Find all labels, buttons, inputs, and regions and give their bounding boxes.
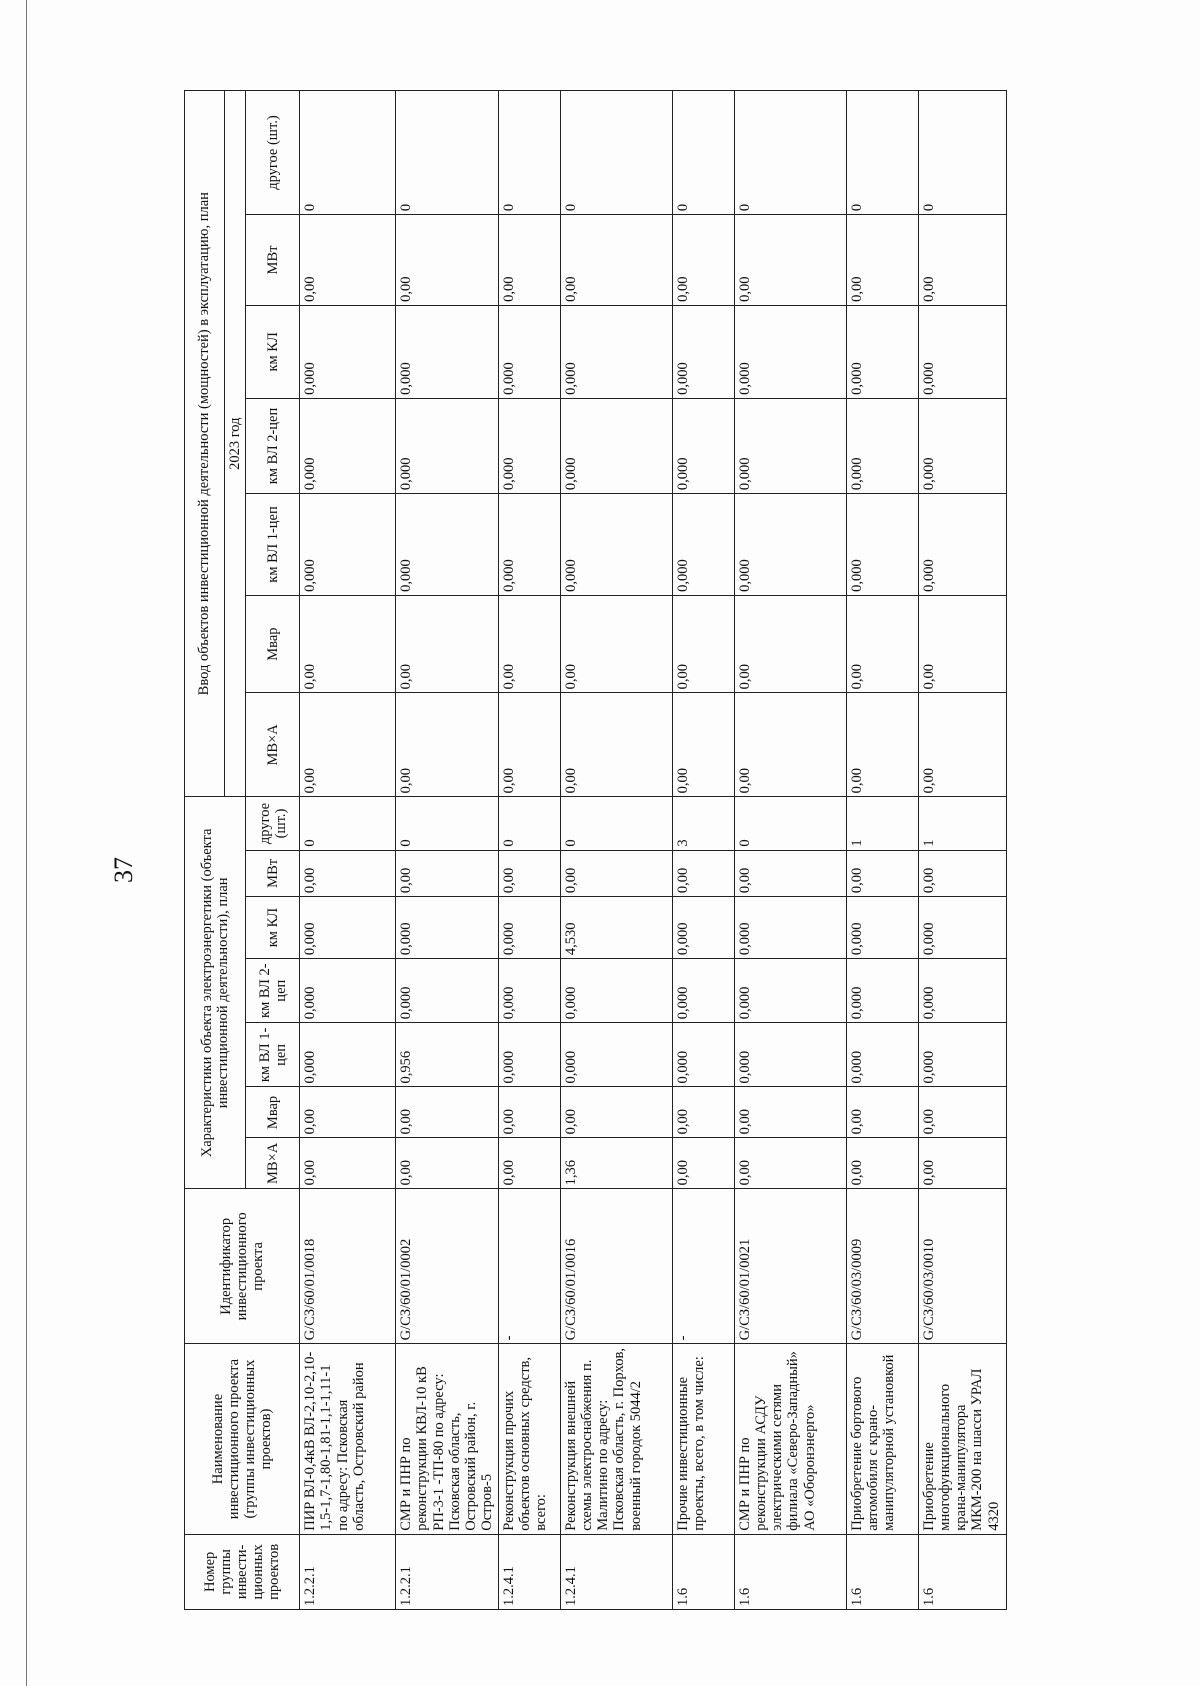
binding-line <box>26 0 27 1686</box>
header-identifier: Идентификатор инвестиционного проекта <box>185 1189 300 1344</box>
row-characteristic-value: 4,530 <box>560 897 672 959</box>
row-commissioning-value: 0,000 <box>734 494 846 596</box>
header-commissioning: Ввод объектов инвестиционной деятельности (мощностей) в эксплуатацию, план <box>185 91 225 797</box>
row-characteristic-value: 0 <box>498 797 560 850</box>
row-characteristic-value: 0,00 <box>560 850 672 896</box>
table-row <box>300 91 396 1610</box>
row-project-name: СМР и ПНР по реконструкции КВЛ-10 кВ РП-3-1 -ТП-80 по адресу: Псковская область, Островский район, г. Остров-5 <box>396 1344 498 1534</box>
row-commissioning-value: 0 <box>734 91 846 215</box>
row-commissioning-value: 0,000 <box>498 398 560 493</box>
table-row <box>918 91 1006 1610</box>
row-characteristic-value: 0,000 <box>918 897 1006 959</box>
row-characteristic-value: 0,00 <box>498 1087 560 1138</box>
row-commissioning-value: 0,00 <box>396 595 498 692</box>
row-characteristic-value: 0,00 <box>672 1087 734 1138</box>
row-characteristic-value: 0,00 <box>396 1087 498 1138</box>
row-commissioning-value: 0,000 <box>498 494 560 596</box>
row-commissioning-value: 0,00 <box>300 215 396 306</box>
row-commissioning-value: 0,00 <box>498 693 560 797</box>
row-characteristic-value: 0,000 <box>734 1023 846 1087</box>
row-characteristic-value: 0,00 <box>498 850 560 896</box>
table-row <box>560 91 672 1610</box>
row-commissioning-value: 0,000 <box>396 398 498 493</box>
row-characteristic-value: 0,00 <box>672 1138 734 1189</box>
row-identifier: G/СЗ/60/01/0002 <box>396 1189 498 1344</box>
row-characteristic-value: 0,000 <box>498 1023 560 1087</box>
row-commissioning-value: 0,000 <box>918 494 1006 596</box>
row-characteristic-value: 0,00 <box>918 850 1006 896</box>
header-unit-plan-3: км ВЛ 2-цеп <box>246 398 300 493</box>
row-commissioning-value: 0,000 <box>918 398 1006 493</box>
row-commissioning-value: 0,000 <box>918 305 1006 398</box>
header-unit-char-1: Мвар <box>246 1087 300 1138</box>
row-commissioning-value: 0,00 <box>672 215 734 306</box>
row-commissioning-value: 0,000 <box>300 305 396 398</box>
row-commissioning-value: 0,00 <box>918 215 1006 306</box>
row-commissioning-value: 0 <box>672 91 734 215</box>
rotated-table-container <box>184 90 1184 1610</box>
row-characteristic-value: 0,000 <box>396 897 498 959</box>
row-commissioning-value: 0,000 <box>300 398 396 493</box>
row-identifier: G/СЗ/60/03/0010 <box>918 1189 1006 1344</box>
header-unit-plan-2: км ВЛ 1-цеп <box>246 494 300 596</box>
row-group-number: 1.6 <box>918 1534 1006 1609</box>
row-group-number: 1.2.2.1 <box>396 1534 498 1609</box>
row-characteristic-value: 0,000 <box>300 959 396 1023</box>
row-identifier: - <box>672 1189 734 1344</box>
row-characteristic-value: 0,00 <box>300 850 396 896</box>
row-characteristic-value: 0,00 <box>846 1138 918 1189</box>
row-commissioning-value: 0,00 <box>560 693 672 797</box>
row-commissioning-value: 0,00 <box>734 215 846 306</box>
row-characteristic-value: 0,000 <box>300 1023 396 1087</box>
row-commissioning-value: 0,000 <box>734 398 846 493</box>
row-characteristic-value: 0,000 <box>672 959 734 1023</box>
row-identifier: G/СЗ/60/01/0021 <box>734 1189 846 1344</box>
header-project-name: Наименование инвестиционного проекта (группы инвестиционных проектов) <box>185 1344 300 1534</box>
row-characteristic-value: 0,000 <box>498 959 560 1023</box>
header-unit-plan-5: МВт <box>246 215 300 306</box>
row-commissioning-value: 0 <box>300 91 396 215</box>
row-characteristic-value: 0 <box>396 797 498 850</box>
row-project-name: Реконструкция прочих объектов основных средств, всего: <box>498 1344 560 1534</box>
page-number: 37 <box>109 857 138 883</box>
row-characteristic-value: 1 <box>918 797 1006 850</box>
row-characteristic-value: 0,00 <box>846 850 918 896</box>
row-characteristic-value: 0 <box>734 797 846 850</box>
row-identifier: G/СЗ/60/01/0016 <box>560 1189 672 1344</box>
row-group-number: 1.6 <box>846 1534 918 1609</box>
row-group-number: 1.2.2.1 <box>300 1534 396 1609</box>
row-characteristic-value: 0 <box>300 797 396 850</box>
row-commissioning-value: 0,000 <box>846 494 918 596</box>
row-identifier: G/СЗ/60/01/0018 <box>300 1189 396 1344</box>
row-characteristic-value: 0,000 <box>918 1023 1006 1087</box>
header-year: 2023 год <box>225 91 246 797</box>
row-commissioning-value: 0,00 <box>498 215 560 306</box>
header-unit-plan-0: МВ×А <box>246 693 300 797</box>
row-commissioning-value: 0,00 <box>734 693 846 797</box>
row-characteristic-value: 0,000 <box>396 959 498 1023</box>
row-characteristic-value: 0,000 <box>846 959 918 1023</box>
row-commissioning-value: 0,000 <box>846 305 918 398</box>
row-commissioning-value: 0,00 <box>846 215 918 306</box>
row-commissioning-value: 0,00 <box>560 595 672 692</box>
row-commissioning-value: 0 <box>498 91 560 215</box>
table-row <box>846 91 918 1610</box>
row-commissioning-value: 0,000 <box>672 305 734 398</box>
row-commissioning-value: 0,00 <box>846 693 918 797</box>
row-commissioning-value: 0,00 <box>498 595 560 692</box>
header-unit-plan-6: другое (шт.) <box>246 91 300 215</box>
row-characteristic-value: 0,00 <box>300 1087 396 1138</box>
row-project-name: Прочие инвестиционные проекты, всего, в том числе: <box>672 1344 734 1534</box>
row-characteristic-value: 0,000 <box>560 959 672 1023</box>
row-characteristic-value: 0,00 <box>734 1138 846 1189</box>
row-characteristic-value: 0,00 <box>300 1138 396 1189</box>
row-characteristic-value: 0,000 <box>918 959 1006 1023</box>
row-characteristic-value: 0,00 <box>498 1138 560 1189</box>
row-commissioning-value: 0,000 <box>560 305 672 398</box>
row-commissioning-value: 0,00 <box>672 595 734 692</box>
table-row <box>498 91 560 1610</box>
row-commissioning-value: 0 <box>560 91 672 215</box>
table-row <box>672 91 734 1610</box>
row-characteristic-value: 0 <box>560 797 672 850</box>
row-commissioning-value: 0 <box>846 91 918 215</box>
row-characteristic-value: 0,000 <box>846 897 918 959</box>
header-unit-char-4: км КЛ <box>246 897 300 959</box>
row-group-number: 1.2.4.1 <box>498 1534 560 1609</box>
row-characteristic-value: 1 <box>846 797 918 850</box>
row-commissioning-value: 0,00 <box>918 693 1006 797</box>
header-characteristics: Характеристики объекта электроэнергетики (объекта инвестиционной деятельности), план <box>185 797 246 1189</box>
row-commissioning-value: 0,000 <box>396 305 498 398</box>
row-characteristic-value: 0,00 <box>672 850 734 896</box>
row-commissioning-value: 0,000 <box>498 305 560 398</box>
row-group-number: 1.6 <box>734 1534 846 1609</box>
row-characteristic-value: 0,000 <box>560 1023 672 1087</box>
row-commissioning-value: 0 <box>396 91 498 215</box>
row-characteristic-value: 0,000 <box>846 1023 918 1087</box>
row-characteristic-value: 0,00 <box>560 1087 672 1138</box>
row-characteristic-value: 3 <box>672 797 734 850</box>
row-commissioning-value: 0,000 <box>396 494 498 596</box>
row-commissioning-value: 0,00 <box>300 595 396 692</box>
row-characteristic-value: 1,36 <box>560 1138 672 1189</box>
table-row <box>734 91 846 1610</box>
row-characteristic-value: 0,956 <box>396 1023 498 1087</box>
row-characteristic-value: 0,00 <box>396 1138 498 1189</box>
row-group-number: 1.6 <box>672 1534 734 1609</box>
header-unit-char-0: МВ×А <box>246 1138 300 1189</box>
table-row <box>396 91 498 1610</box>
investment-table <box>184 90 1007 1610</box>
row-project-name: СМР и ПНР по реконструкции АСДУ электрическими сетями филиала «Северо-Западный» АО «Оборонэнерго» <box>734 1344 846 1534</box>
header-unit-char-3: км ВЛ 2-цеп <box>246 959 300 1023</box>
row-commissioning-value: 0,00 <box>396 693 498 797</box>
row-project-name: Реконструкция внешней схемы электроснабжения п. Малитино по адресу: Псковская область, г. Порхов, военный городок 5044/2 <box>560 1344 672 1534</box>
row-characteristic-value: 0,000 <box>672 897 734 959</box>
row-commissioning-value: 0,00 <box>918 595 1006 692</box>
row-characteristic-value: 0,000 <box>734 897 846 959</box>
header-group-number: Номер группы инвести-ционных проектов <box>185 1534 300 1609</box>
row-commissioning-value: 0,000 <box>672 398 734 493</box>
row-characteristic-value: 0,000 <box>672 1023 734 1087</box>
header-unit-char-2: км ВЛ 1-цеп <box>246 1023 300 1087</box>
row-commissioning-value: 0,000 <box>560 494 672 596</box>
row-characteristic-value: 0,000 <box>300 897 396 959</box>
row-commissioning-value: 0,000 <box>300 494 396 596</box>
row-project-name: Приобретение многофункционального крана-манипулятора МКМ-200 на шасси УРАЛ 4320 <box>918 1344 1006 1534</box>
header-unit-plan-1: Мвар <box>246 595 300 692</box>
row-characteristic-value: 0,00 <box>918 1138 1006 1189</box>
row-characteristic-value: 0,000 <box>734 959 846 1023</box>
row-commissioning-value: 0,00 <box>560 215 672 306</box>
row-characteristic-value: 0,00 <box>918 1087 1006 1138</box>
row-commissioning-value: 0 <box>918 91 1006 215</box>
row-commissioning-value: 0,00 <box>734 595 846 692</box>
header-unit-char-6: другое (шт.) <box>246 797 300 850</box>
row-group-number: 1.2.4.1 <box>560 1534 672 1609</box>
row-commissioning-value: 0,00 <box>846 595 918 692</box>
row-commissioning-value: 0,000 <box>846 398 918 493</box>
row-project-name: ПИР ВЛ-0,4кВ ВЛ-2,10-2,10-1,5-1,7-1,80-1,81-1,1-1,11-1 по адресу: Псковская область, Островский район <box>300 1344 396 1534</box>
row-commissioning-value: 0,000 <box>672 494 734 596</box>
row-characteristic-value: 0,00 <box>846 1087 918 1138</box>
header-unit-char-5: МВт <box>246 850 300 896</box>
row-commissioning-value: 0,00 <box>396 215 498 306</box>
row-commissioning-value: 0,00 <box>300 693 396 797</box>
row-project-name: Приобретение бортового автомобиля с крано-манипуляторной установкой <box>846 1344 918 1534</box>
row-commissioning-value: 0,000 <box>734 305 846 398</box>
row-commissioning-value: 0,00 <box>672 693 734 797</box>
row-characteristic-value: 0,00 <box>734 850 846 896</box>
row-characteristic-value: 0,00 <box>396 850 498 896</box>
row-commissioning-value: 0,000 <box>560 398 672 493</box>
row-identifier: - <box>498 1189 560 1344</box>
row-characteristic-value: 0,000 <box>498 897 560 959</box>
row-identifier: G/СЗ/60/03/0009 <box>846 1189 918 1344</box>
row-characteristic-value: 0,00 <box>734 1087 846 1138</box>
header-unit-plan-4: км КЛ <box>246 305 300 398</box>
